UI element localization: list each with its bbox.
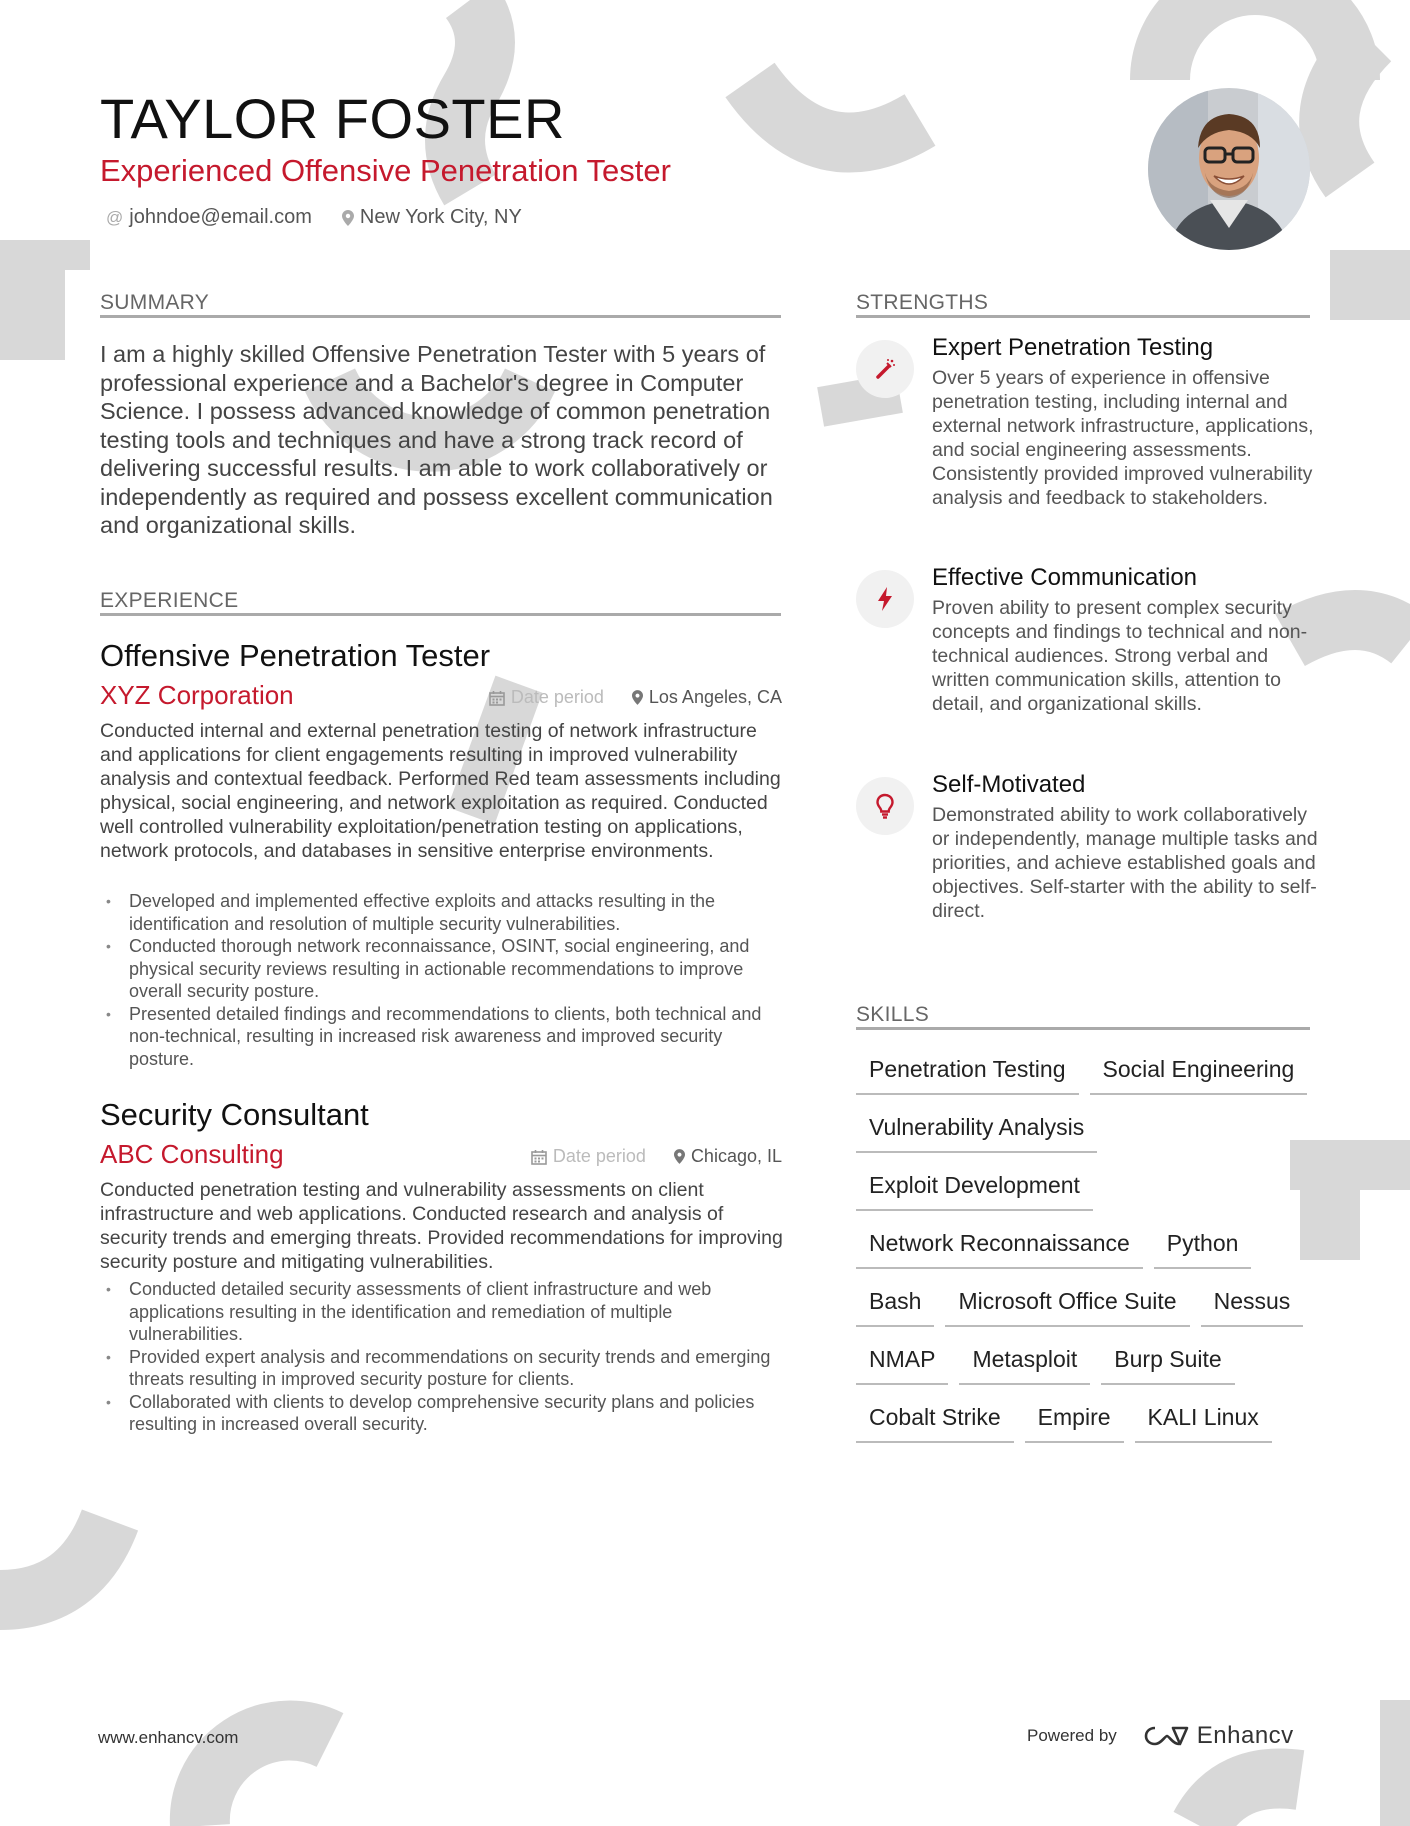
job-location — [674, 1146, 782, 1167]
skill-tag: Metasploit — [959, 1338, 1090, 1385]
job-bullet: • Presented detailed findings and recommendations to clients, both technical and non-technical, resulting in increased risk awareness and improved security posture. — [100, 1003, 790, 1071]
enhancv-logo-icon — [1143, 1724, 1189, 1748]
job-bullet: • Collaborated with clients to develop comprehensive security plans and policies resulting in increased overall security. — [100, 1391, 790, 1436]
job-bullet: • Conducted thorough network reconnaissance, OSINT, social engineering, and physical security reviews resulting in actionable recommendations to improve overall security posture. — [100, 935, 790, 1003]
email-text: johndoe@email.com — [129, 206, 312, 228]
calendar-icon — [489, 690, 505, 706]
strength-title: Effective Communication — [932, 564, 1198, 591]
job-bullets — [100, 1278, 790, 1436]
skills-divider — [856, 1027, 1310, 1030]
job-bullet: • Provided expert analysis and recommendations on security trends and emerging threats resulting in improved security posture for clients. — [100, 1346, 790, 1391]
job-title: Offensive Penetration Tester — [100, 638, 491, 673]
location-pin-icon — [674, 1149, 685, 1164]
job-bullets — [100, 890, 790, 1070]
powered-by-label: Powered by — [1027, 1726, 1117, 1745]
job-title: Security Consultant — [100, 1097, 369, 1132]
summary-text: I am a highly skilled Offensive Penetration Tester with 5 years of professional experience and a Bachelor's degree in Computer Science. I possess advanced knowledge of common penetration testing tools and techniques and have a strong track record of delivering successful results. I am able to work collaboratively or independently as required and possess excellent communication and organizational skills. — [100, 341, 773, 538]
job-date — [531, 1146, 646, 1167]
footer-powered-by[interactable] — [1027, 1722, 1294, 1750]
skill-tag: Cobalt Strike — [856, 1396, 1014, 1443]
location-pin-icon — [632, 690, 643, 705]
skill-tag: Penetration Testing — [856, 1048, 1079, 1095]
candidate-title: Experienced Offensive Penetration Tester — [100, 153, 671, 188]
skill-tag: Burp Suite — [1101, 1338, 1234, 1385]
location-text: New York City, NY — [359, 206, 522, 228]
strength-title: Self-Motivated — [932, 771, 1086, 798]
summary-divider — [100, 315, 781, 318]
job-meta — [531, 1146, 782, 1167]
strengths-heading: STRENGTHS — [856, 291, 989, 314]
strength-description: Proven ability to present complex security concepts and findings to technical and non-technical audiences. Strong verbal and written communication skills, attention to detail, and organizational skills. — [932, 597, 1308, 715]
strengths-divider — [856, 315, 1310, 318]
job-date — [489, 687, 604, 708]
strength-description: Demonstrated ability to work collaboratively or independently, manage multiple tasks and priorities, and achieve established goals and objectives. Self-starter with the ability to self-direct. — [932, 804, 1318, 922]
calendar-icon — [531, 1149, 547, 1165]
job-meta — [489, 687, 782, 708]
strength-title: Expert Penetration Testing — [932, 334, 1214, 361]
skill-tag: Microsoft Office Suite — [945, 1280, 1189, 1327]
job-date-text: Date period — [552, 1146, 646, 1166]
job-description: Conducted penetration testing and vulnerability assessments on client infrastructure and web applications. Conducted research and analysis of security trends and emerging threats. Provided recommendations for improving security posture and mitigating vulnerabilities. — [100, 1179, 783, 1273]
job-location-text: Los Angeles, CA — [648, 687, 782, 707]
enhancv-logo — [1143, 1722, 1294, 1750]
experience-divider — [100, 613, 781, 616]
skill-tag: Exploit Development — [856, 1164, 1093, 1211]
summary-heading: SUMMARY — [100, 291, 210, 314]
skills-heading: SKILLS — [856, 1003, 930, 1026]
footer-website-link[interactable]: www.enhancv.com — [98, 1728, 239, 1747]
job-bullet: • Conducted detailed security assessments of client infrastructure and web applications resulting in the identification and remediation of multiple vulnerabilities. — [100, 1278, 790, 1346]
job-description: Conducted internal and external penetration testing of network infrastructure and applications for client engagements resulting in improved vulnerability analysis and contextual feedback. Performed Red team assessments including physical, social engineering, and network exploitation as required. Conducted well controlled vulnerability exploitation/penetration testing on applications, network protocols, and databases in sensitive enterprise environments. — [100, 720, 781, 862]
skills-list — [856, 1048, 1316, 1443]
skill-tag: Network Reconnaissance — [856, 1222, 1143, 1269]
strength-description: Over 5 years of experience in offensive penetration testing, including internal and external network infrastructure, applications, and social engineering assessments. Consistently provided improved vulnerability analysis and feedback to stakeholders. — [932, 367, 1314, 509]
skill-tag: Python — [1154, 1222, 1252, 1269]
lightning-bolt-icon — [856, 570, 914, 628]
contact-info — [106, 206, 522, 229]
avatar-illustration — [1148, 88, 1310, 250]
company-name: ABC Consulting — [100, 1139, 284, 1169]
skill-tag: Empire — [1025, 1396, 1124, 1443]
skill-tag: Bash — [856, 1280, 934, 1327]
skill-tag: Nessus — [1201, 1280, 1304, 1327]
job-location-text: Chicago, IL — [690, 1146, 782, 1166]
location-item — [342, 206, 522, 229]
lightbulb-icon — [856, 777, 914, 835]
job-bullet: • Developed and implemented effective exploits and attacks resulting in the identification and resolution of multiple security vulnerabilities. — [100, 890, 790, 935]
skill-tag: NMAP — [856, 1338, 948, 1385]
company-name: XYZ Corporation — [100, 680, 294, 710]
brand-name: Enhancv — [1196, 1722, 1294, 1749]
skill-tag: KALI Linux — [1135, 1396, 1272, 1443]
location-pin-icon — [342, 210, 354, 226]
experience-heading: EXPERIENCE — [100, 589, 239, 612]
job-location — [632, 687, 782, 708]
skill-tag: Vulnerability Analysis — [856, 1106, 1097, 1153]
candidate-name: TAYLOR FOSTER — [100, 87, 565, 150]
skill-tag: Social Engineering — [1090, 1048, 1308, 1095]
profile-photo — [1148, 88, 1310, 250]
magic-wand-icon — [856, 340, 914, 398]
at-sign-icon: @ — [106, 207, 124, 227]
email-item[interactable] — [106, 206, 312, 229]
job-date-text: Date period — [510, 687, 604, 707]
